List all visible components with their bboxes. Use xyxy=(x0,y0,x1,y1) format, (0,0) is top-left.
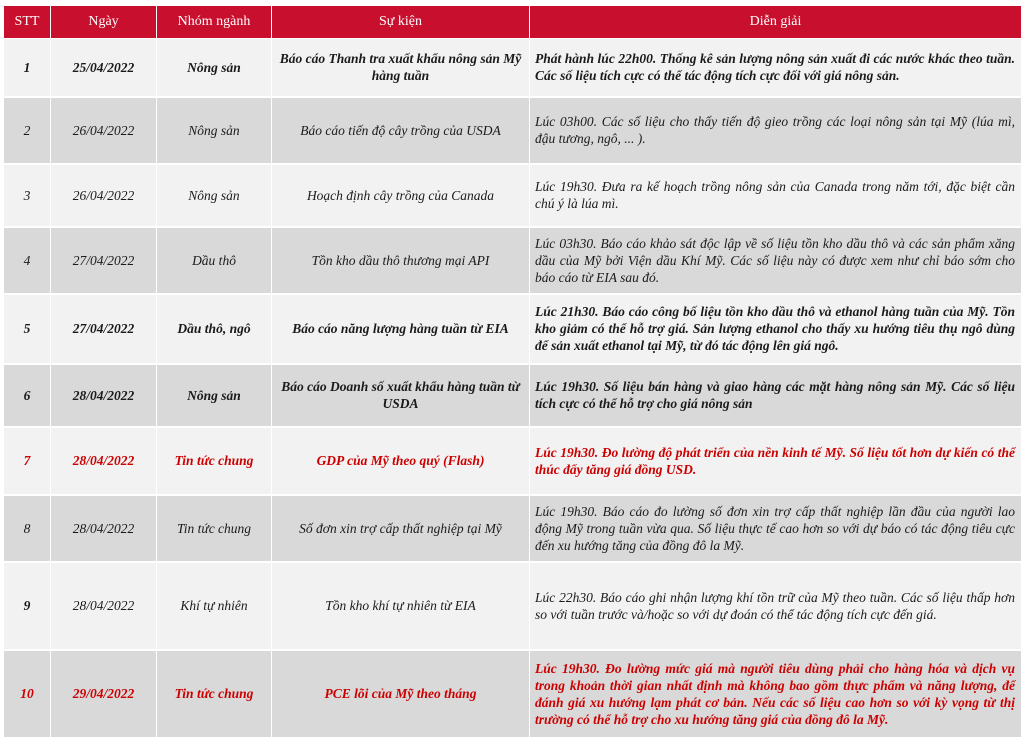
cell-description: Lúc 19h30. Đo lường độ phát triển của nền kinh tế Mỹ. Số liệu tốt hơn dự kiến có thể thúc đẩy tăng giá đồng USD. xyxy=(530,427,1022,495)
cell-description: Lúc 19h30. Đo lường mức giá mà người tiêu dùng phải cho hàng hóa và dịch vụ trong khoản thời gian nhất định mà không bao gồm thực phẩm và năng lượng, để đánh giá xu hướng lạm phát cơ bản. Nếu các số liệu cao hơn so với kỳ vọng từ thị trường có thể hỗ trợ cho xu hướng tăng giá của đồng đô la Mỹ. xyxy=(530,650,1022,738)
cell-sector: Tin tức chung xyxy=(157,495,272,562)
cell-stt: 8 xyxy=(4,495,51,562)
table-row xyxy=(4,227,1022,294)
cell-description: Phát hành lúc 22h00. Thống kê sản lượng nông sản xuất đi các nước khác theo tuần. Các số liệu tích cực có thể tác động tích cực đối với giá nông sản. xyxy=(530,39,1022,97)
cell-sector: Nông sản xyxy=(157,97,272,164)
cell-sector: Nông sản xyxy=(157,164,272,227)
header-dien-giai: Diễn giải xyxy=(530,6,1022,39)
cell-date: 28/04/2022 xyxy=(51,427,157,495)
cell-stt: 6 xyxy=(4,364,51,427)
cell-description: Lúc 21h30. Báo cáo công bố liệu tồn kho dầu thô và ethanol hàng tuần của Mỹ. Tồn kho giảm có thể hỗ trợ giá. Sản lượng ethanol cho thấy xu hướng tiêu thụ ngô dùng để sản xuất ethanol tại Mỹ, từ đó tác động lên giá ngô. xyxy=(530,294,1022,364)
table-row xyxy=(4,364,1022,427)
cell-event: PCE lõi của Mỹ theo tháng xyxy=(272,650,530,738)
table-row xyxy=(4,164,1022,227)
cell-date: 27/04/2022 xyxy=(51,227,157,294)
table-row xyxy=(4,97,1022,164)
cell-event: Tồn kho dầu thô thương mại API xyxy=(272,227,530,294)
cell-description: Lúc 22h30. Báo cáo ghi nhận lượng khí tồn trữ của Mỹ theo tuần. Các số liệu thấp hơn so với tuần trước và/hoặc so với dự đoán có thể tác động tích cực đến giá. xyxy=(530,562,1022,650)
cell-date: 26/04/2022 xyxy=(51,164,157,227)
cell-stt: 3 xyxy=(4,164,51,227)
cell-stt: 9 xyxy=(4,562,51,650)
cell-event: Báo cáo tiến độ cây trồng của USDA xyxy=(272,97,530,164)
cell-event: Báo cáo năng lượng hàng tuần từ EIA xyxy=(272,294,530,364)
cell-stt: 4 xyxy=(4,227,51,294)
table-row xyxy=(4,39,1022,97)
table-row xyxy=(4,495,1022,562)
cell-date: 29/04/2022 xyxy=(51,650,157,738)
cell-stt: 1 xyxy=(4,39,51,97)
cell-event: Hoạch định cây trồng của Canada xyxy=(272,164,530,227)
cell-date: 26/04/2022 xyxy=(51,97,157,164)
table-row xyxy=(4,294,1022,364)
table-row xyxy=(4,650,1022,738)
table-header-row xyxy=(4,6,1022,39)
header-stt: STT xyxy=(4,6,51,39)
cell-sector: Nông sản xyxy=(157,39,272,97)
cell-date: 28/04/2022 xyxy=(51,364,157,427)
header-su-kien: Sự kiện xyxy=(272,6,530,39)
cell-date: 28/04/2022 xyxy=(51,562,157,650)
cell-sector: Nông sản xyxy=(157,364,272,427)
cell-event: Số đơn xin trợ cấp thất nghiệp tại Mỹ xyxy=(272,495,530,562)
cell-event: GDP của Mỹ theo quý (Flash) xyxy=(272,427,530,495)
cell-sector: Khí tự nhiên xyxy=(157,562,272,650)
cell-date: 27/04/2022 xyxy=(51,294,157,364)
cell-date: 28/04/2022 xyxy=(51,495,157,562)
cell-stt: 7 xyxy=(4,427,51,495)
cell-sector: Dầu thô xyxy=(157,227,272,294)
cell-sector: Tin tức chung xyxy=(157,650,272,738)
cell-description: Lúc 03h00. Các số liệu cho thấy tiến độ gieo trồng các loại nông sản tại Mỹ (lúa mì, đậu tương, ngô, ... ). xyxy=(530,97,1022,164)
cell-description: Lúc 03h30. Báo cáo khảo sát độc lập về số liệu tồn kho dầu thô và các sản phẩm xăng dầu của Mỹ bởi Viện dầu Khí Mỹ. Các số liệu này có được xem như chỉ báo sớm cho báo cáo từ EIA sau đó. xyxy=(530,227,1022,294)
cell-description: Lúc 19h30. Số liệu bán hàng và giao hàng các mặt hàng nông sản Mỹ. Các số liệu tích cực có thể hỗ trợ cho giá nông sản xyxy=(530,364,1022,427)
cell-description: Lúc 19h30. Đưa ra kế hoạch trồng nông sản của Canada trong năm tới, đặc biệt cần chú ý là lúa mì. xyxy=(530,164,1022,227)
cell-sector: Dầu thô, ngô xyxy=(157,294,272,364)
cell-date: 25/04/2022 xyxy=(51,39,157,97)
cell-event: Báo cáo Thanh tra xuất khẩu nông sản Mỹ hàng tuần xyxy=(272,39,530,97)
cell-event: Tồn kho khí tự nhiên từ EIA xyxy=(272,562,530,650)
header-ngay: Ngày xyxy=(51,6,157,39)
cell-stt: 10 xyxy=(4,650,51,738)
cell-stt: 2 xyxy=(4,97,51,164)
cell-sector: Tin tức chung xyxy=(157,427,272,495)
cell-event: Báo cáo Doanh số xuất khẩu hàng tuần từ USDA xyxy=(272,364,530,427)
table-row xyxy=(4,562,1022,650)
cell-description: Lúc 19h30. Báo cáo đo lường số đơn xin trợ cấp thất nghiệp lần đầu của người lao động Mỹ trong tuần vừa qua. Số liệu thực tế cao hơn so với dự báo có tác động tiêu cực đến xu hướng tăng của đồng đô la Mỹ. xyxy=(530,495,1022,562)
table-row xyxy=(4,427,1022,495)
events-table xyxy=(3,5,1022,739)
cell-stt: 5 xyxy=(4,294,51,364)
header-nhom-nganh: Nhóm ngành xyxy=(157,6,272,39)
